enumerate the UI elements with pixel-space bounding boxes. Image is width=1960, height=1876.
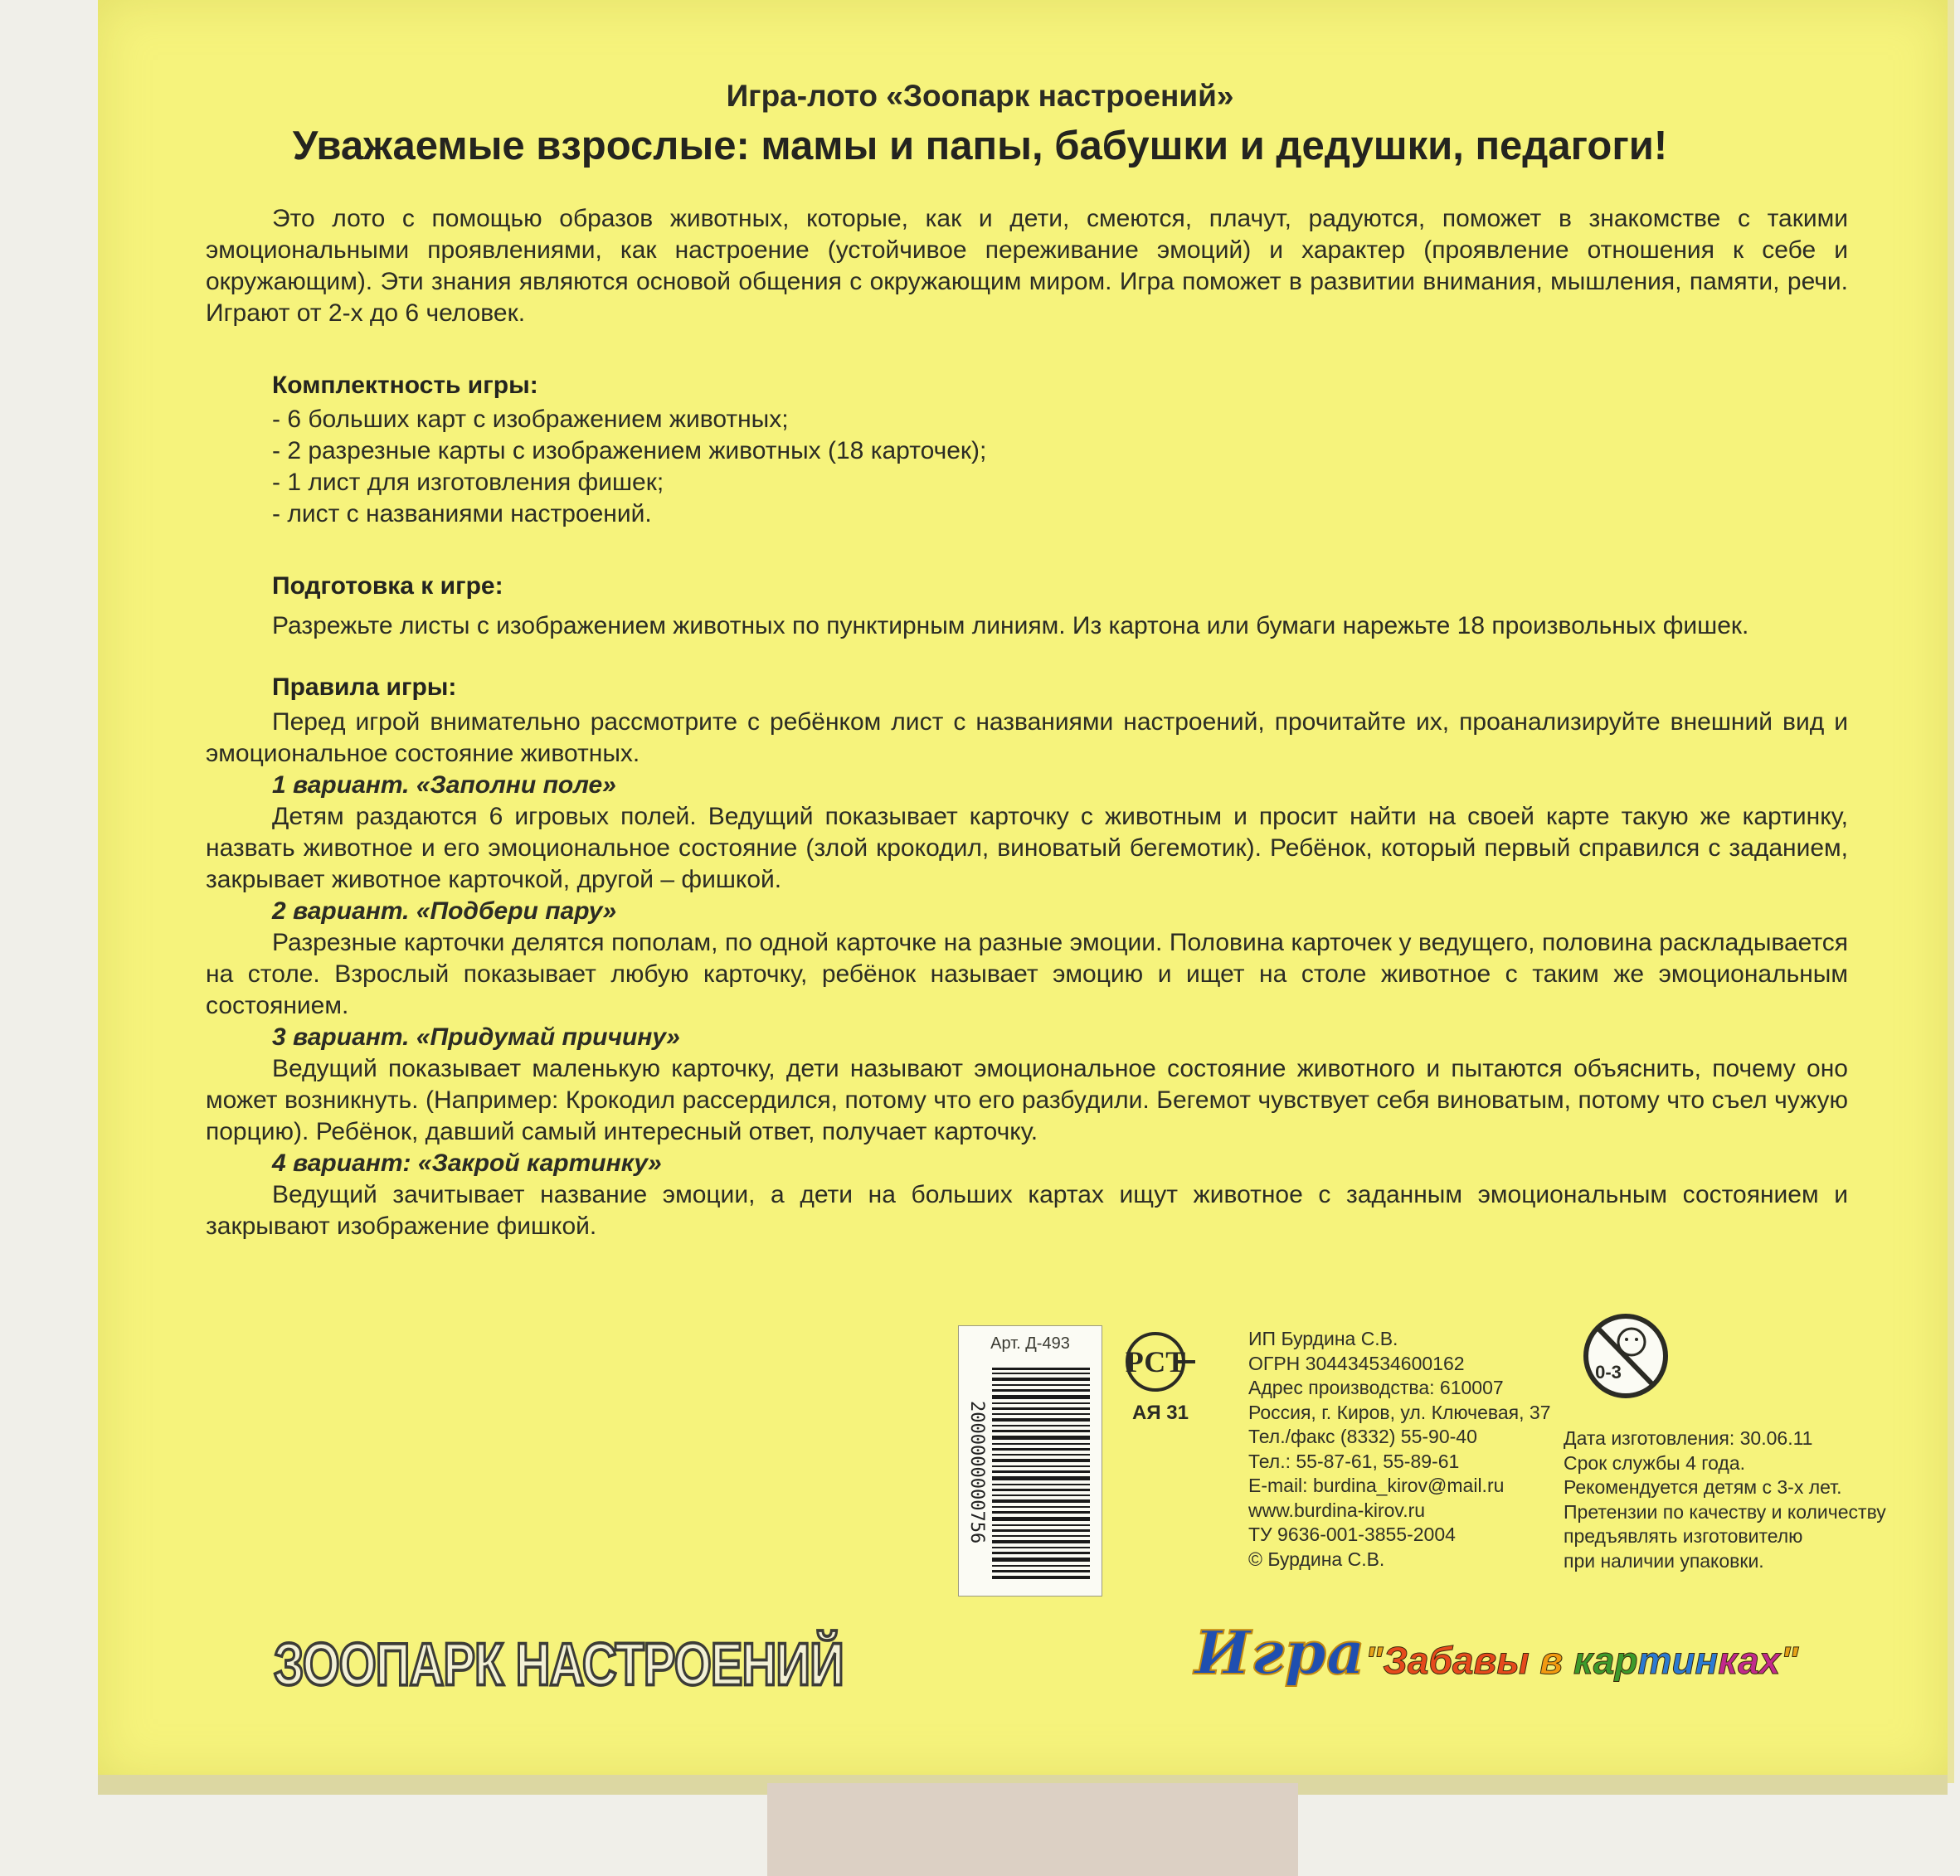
manufacturer-line: Адрес производства: 610007 [1248,1377,1504,1398]
rules-body [206,707,1848,1242]
series-logo-word: Игра [1194,1617,1365,1688]
cert-mark: РСТ [1125,1345,1186,1378]
product-info-line: при наличии упаковки. [1564,1549,1764,1572]
manufacturer-line: Россия, г. Киров, ул. Ключевая, 37 [1248,1401,1551,1423]
manufacturer-line: E-mail: burdina_kirov@mail.ru [1248,1475,1505,1496]
product-info-line: Претензии по качеству и количеству [1564,1500,1886,1523]
manufacturer-info [1248,1327,1551,1572]
variant-2-text: Разрезные карточки делятся пополам, по одной карточке на разные эмоции. Половина карточек у ведущего, половина раскладывается на столе. Взрослый показывает любую карточку, ребёнок называет эмоцию и ищет на столе животное с таким же эмоциональным состоянием. [206,929,1848,1019]
contents-list [272,404,1848,530]
manufacturer-line: ОГРН 304434534600162 [1248,1352,1465,1374]
intro-paragraph: Это лото с помощью образов животных, которые, как и дети, смеются, плачут, радуются, поможет в знакомстве с такими эмоциональными проявлениями, как настроение (устойчивое переживание эмоций) и характер (проявление отношения к себе и окружающим). Эти знания являются основой общения с окружающим миром. Игра поможет в развитии внимания, мышления, памяти, речи. Играют от 2-х до 6 человек. [206,205,1848,327]
manufacturer-line: Тел.: 55-87-61, 55-89-61 [1248,1450,1460,1472]
manufacturer-line: ИП Бурдина С.В. [1248,1328,1398,1349]
game-title: Игра-лото «Зоопарк настроений» [726,79,1234,113]
preparation-text: Разрежьте листы с изображением животных по пунктирным линиям. Из картона или бумаги нарежьте 18 произвольных фишек. [272,612,1749,639]
variant-2-title: 2 вариант. «Подбери пару» [272,897,617,925]
variant-4-text: Ведущий зачитывает название эмоции, а дети на больших картах ищут животное с заданным эмоциональным состоянием и закрывают изображение фишкой. [206,1181,1848,1240]
variant-1-text: Детям раздаются 6 игровых полей. Ведущий показывает карточку с животным и просит найти на своей карте такую же картинку, назвать животное и его эмоциональное состояние (злой крокодил, виноватый бегемотик). Ребёнок, который первый справился с заданием, закрывает животное карточкой, другой – фишкой. [206,803,1848,893]
age-restriction-icon [1580,1309,1671,1404]
box-tab [767,1783,1298,1876]
product-info [1564,1426,1886,1573]
age-label: 0-3 [1595,1362,1622,1383]
rules-heading: Правила игры: [272,673,457,701]
rst-certification-icon [1124,1327,1199,1397]
series-logo-quote: " [1364,1639,1384,1682]
rules-intro: Перед игрой внимательно рассмотрите с ребёнком лист с названиями настроений, прочитайте их, проанализируйте внешний вид и эмоциональное состояние животных. [206,708,1848,767]
manufacturer-line: © Бурдина С.В. [1248,1548,1385,1570]
list-item: - лист с названиями настроений. [272,500,652,527]
variant-1-title: 1 вариант. «Заполни поле» [272,771,616,799]
zoo-logo: ЗООПАРК НАСТРОЕНИЙ [274,1631,844,1699]
cert-code: АЯ 31 [1132,1402,1189,1424]
series-logo-part: тин [1637,1639,1719,1682]
barcode-digits: 2000000000756 [966,1401,987,1544]
address-heading: Уважаемые взрослые: мамы и папы, бабушки и дедушки, педагоги! [292,124,1668,168]
product-info-line: Рекомендуется детям с 3-х лет. [1564,1476,1842,1498]
series-logo-part: кар [1573,1639,1638,1682]
product-info-line: Срок службы 4 года. [1564,1451,1746,1474]
variant-4-title: 4 вариант: «Закрой картинку» [272,1149,662,1177]
manufacturer-line: www.burdina-kirov.ru [1248,1499,1426,1521]
variant-3-title: 3 вариант. «Придумай причину» [272,1023,680,1051]
list-item: - 2 разрезные карты с изображением животных (18 карточек); [272,437,987,464]
series-logo-part: в [1529,1639,1573,1682]
manufacturer-line: Тел./факс (8332) 55-90-40 [1248,1426,1477,1447]
series-logo-part: Забавы [1383,1639,1530,1682]
series-logo-part: ках [1718,1639,1781,1682]
barcode-label [958,1325,1102,1597]
product-info-line: предъявлять изготовителю [1564,1525,1803,1547]
product-info-line: Дата изготовления: 30.06.11 [1564,1427,1813,1449]
series-logo-quote: " [1780,1639,1799,1682]
series-logo [1194,1617,1798,1688]
list-item: - 1 лист для изготовления фишек; [272,469,664,496]
article-number: Арт. Д-493 [990,1334,1070,1353]
preparation-heading: Подготовка к игре: [272,572,503,600]
contents-heading: Комплектность игры: [272,372,538,399]
manufacturer-line: ТУ 9636-001-3855-2004 [1248,1524,1456,1545]
variant-3-text: Ведущий показывает маленькую карточку, дети называют эмоциональное состояние животного и пытаются объяснить, почему оно может возникнуть. (Например: Крокодил рассердился, потому что его разбудили. Бегемот чувствует себя виноватым, потому что съел чужую порцию). Ребёнок, давший самый интересный ответ, получает карточку. [206,1055,1848,1145]
list-item: - 6 больших карт с изображением животных; [272,406,789,433]
